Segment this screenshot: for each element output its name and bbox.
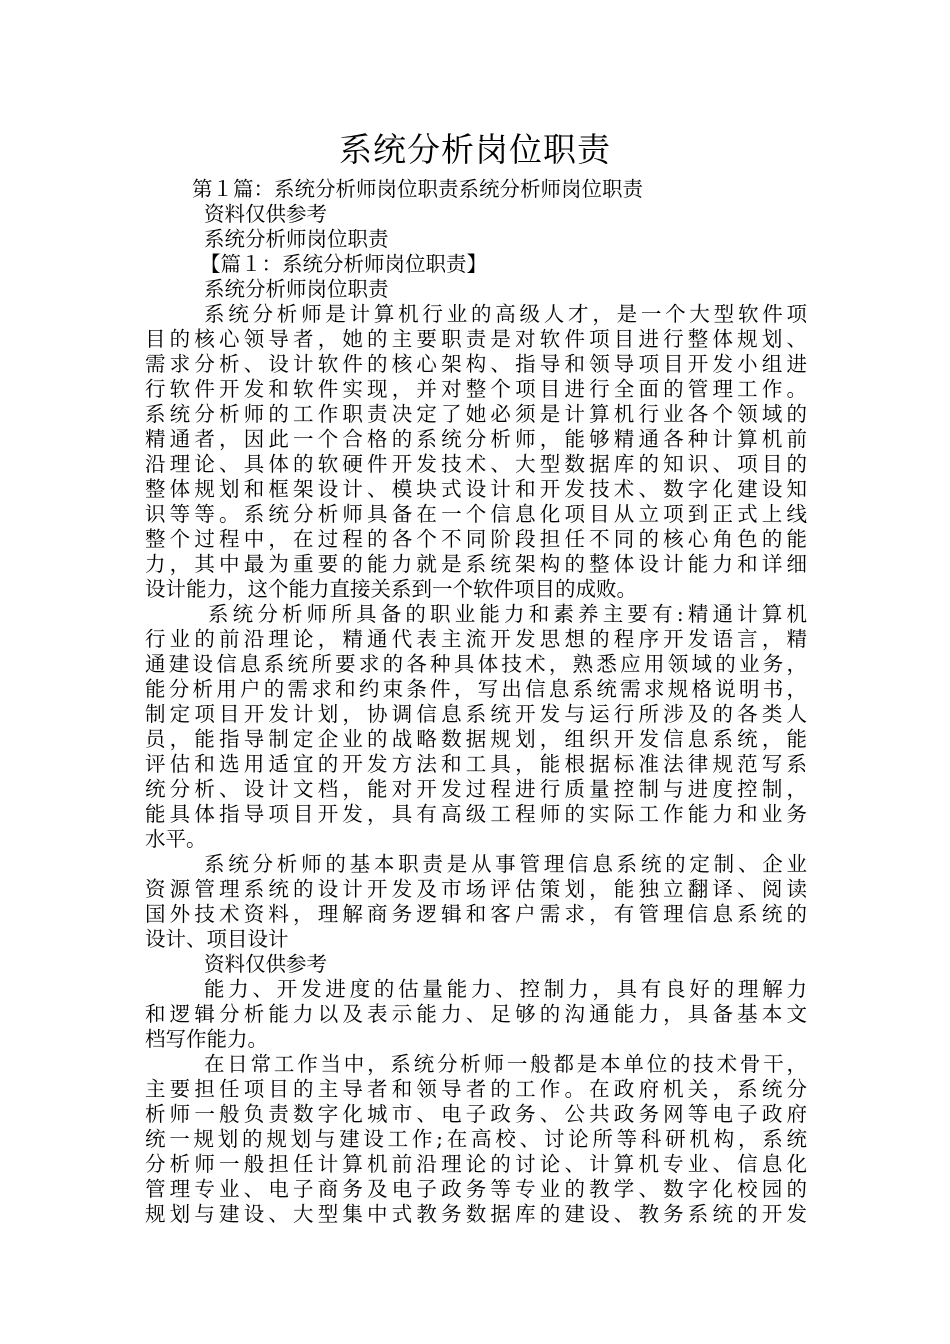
paragraph-line: 沿理论、具体的软硬件开发技术、大型数据库的知识、项目的	[145, 452, 807, 476]
paragraph-line: 水平。	[145, 827, 207, 851]
paragraph-line: 在日常工作当中，系统分析师一般都是本单位的技术骨干，	[204, 1052, 807, 1076]
paragraph-line: 整体规划和框架设计、模块式设计和开发技术、数字化建设知	[145, 477, 807, 501]
paragraph-line: 员，能指导制定企业的战略数据规划，组织开发信息系统，能	[145, 727, 807, 751]
article-heading: 第１篇：系统分析师岗位职责系统分析师岗位职责	[192, 177, 643, 201]
paragraph-line: 主要担任项目的主导者和领导者的工作。在政府机关，系统分	[145, 1077, 807, 1101]
paragraph-line: 和逻辑分析能力以及表示能力、足够的沟通能力，具备基本文	[145, 1002, 807, 1026]
paragraph-line: 统一规划的规划与建设工作;在高校、讨论所等科研机构，系统	[145, 1127, 807, 1151]
paragraph-line: 档写作能力。	[145, 1027, 268, 1051]
paragraph-line: 整个过程中，在过程的各个不同阶段担任不同的核心角色的能	[145, 527, 807, 551]
paragraph-line: 管理专业、电子商务及电子政务等专业的教学、数字化校园的	[145, 1177, 807, 1201]
paragraph-line: 需求分析、设计软件的核心架构、指导和领导项目开发小组进	[145, 352, 807, 376]
paragraph-line: 能力、开发进度的估量能力、控制力，具有良好的理解力	[204, 977, 807, 1001]
paragraph-line: 行业的前沿理论，精通代表主流开发思想的程序开发语言，精	[145, 627, 807, 651]
paragraph-line: 系统分析师所具备的职业能力和素养主要有:精通计算机	[208, 602, 807, 626]
paragraph-line: 析师一般负责数字化城市、电子政务、公共政务网等电子政府	[145, 1102, 807, 1126]
subtitle-line: 系统分析师岗位职责	[204, 277, 389, 301]
paragraph-line: 制定项目开发计划，协调信息系统开发与运行所涉及的各类人	[145, 702, 807, 726]
paragraph-line: 分析师一般担任计算机前沿理论的讨论、计算机专业、信息化	[145, 1152, 807, 1176]
paragraph-line: 设计、项目设计	[145, 927, 289, 951]
paragraph-line: 设计能力，这个能力直接关系到一个软件项目的成败。	[145, 577, 637, 601]
paragraph-line: 资源管理系统的设计开发及市场评估策划，能独立翻译、阅读	[145, 877, 807, 901]
paragraph-line: 评估和选用适宜的开发方法和工具，能根据标准法律规范写系	[145, 752, 807, 776]
section-heading: 【篇１：系统分析师岗位职责】	[200, 252, 487, 276]
document-title: 系统分析岗位职责	[339, 130, 611, 169]
paragraph-line: 通建设信息系统所要求的各种具体技术，熟悉应用领域的业务，	[145, 652, 807, 676]
paragraph-line: 国外技术资料，理解商务逻辑和客户需求，有管理信息系统的	[145, 902, 807, 926]
paragraph-line: 识等等。系统分析师具备在一个信息化项目从立项到正式上线	[145, 502, 807, 526]
paragraph-line: 系统分析师是计算机行业的高级人才，是一个大型软件项	[204, 302, 807, 326]
paragraph-line: 力，其中最为重要的能力就是系统架构的整体设计能力和详细	[145, 552, 807, 576]
paragraph-line: 规划与建设、大型集中式教务数据库的建设、教务系统的开发	[145, 1202, 807, 1226]
note-line: 资料仅供参考	[204, 202, 327, 226]
note-line: 资料仅供参考	[204, 952, 327, 976]
paragraph-line: 目的核心领导者，她的主要职责是对软件项目进行整体规划、	[145, 327, 807, 351]
paragraph-line: 行软件开发和软件实现，并对整个项目进行全面的管理工作。	[145, 377, 807, 401]
paragraph-line: 能具体指导项目开发，具有高级工程师的实际工作能力和业务	[145, 802, 807, 826]
paragraph-line: 系统分析师的工作职责决定了她必须是计算机行业各个领域的	[145, 402, 807, 426]
paragraph-line: 能分析用户的需求和约束条件，写出信息系统需求规格说明书，	[145, 677, 807, 701]
paragraph-line: 统分析、设计文档，能对开发过程进行质量控制与进度控制，	[145, 777, 807, 801]
subtitle-line: 系统分析师岗位职责	[204, 227, 389, 251]
paragraph-line: 精通者，因此一个合格的系统分析师，能够精通各种计算机前	[145, 427, 807, 451]
paragraph-line: 系统分析师的基本职责是从事管理信息系统的定制、企业	[204, 852, 807, 876]
